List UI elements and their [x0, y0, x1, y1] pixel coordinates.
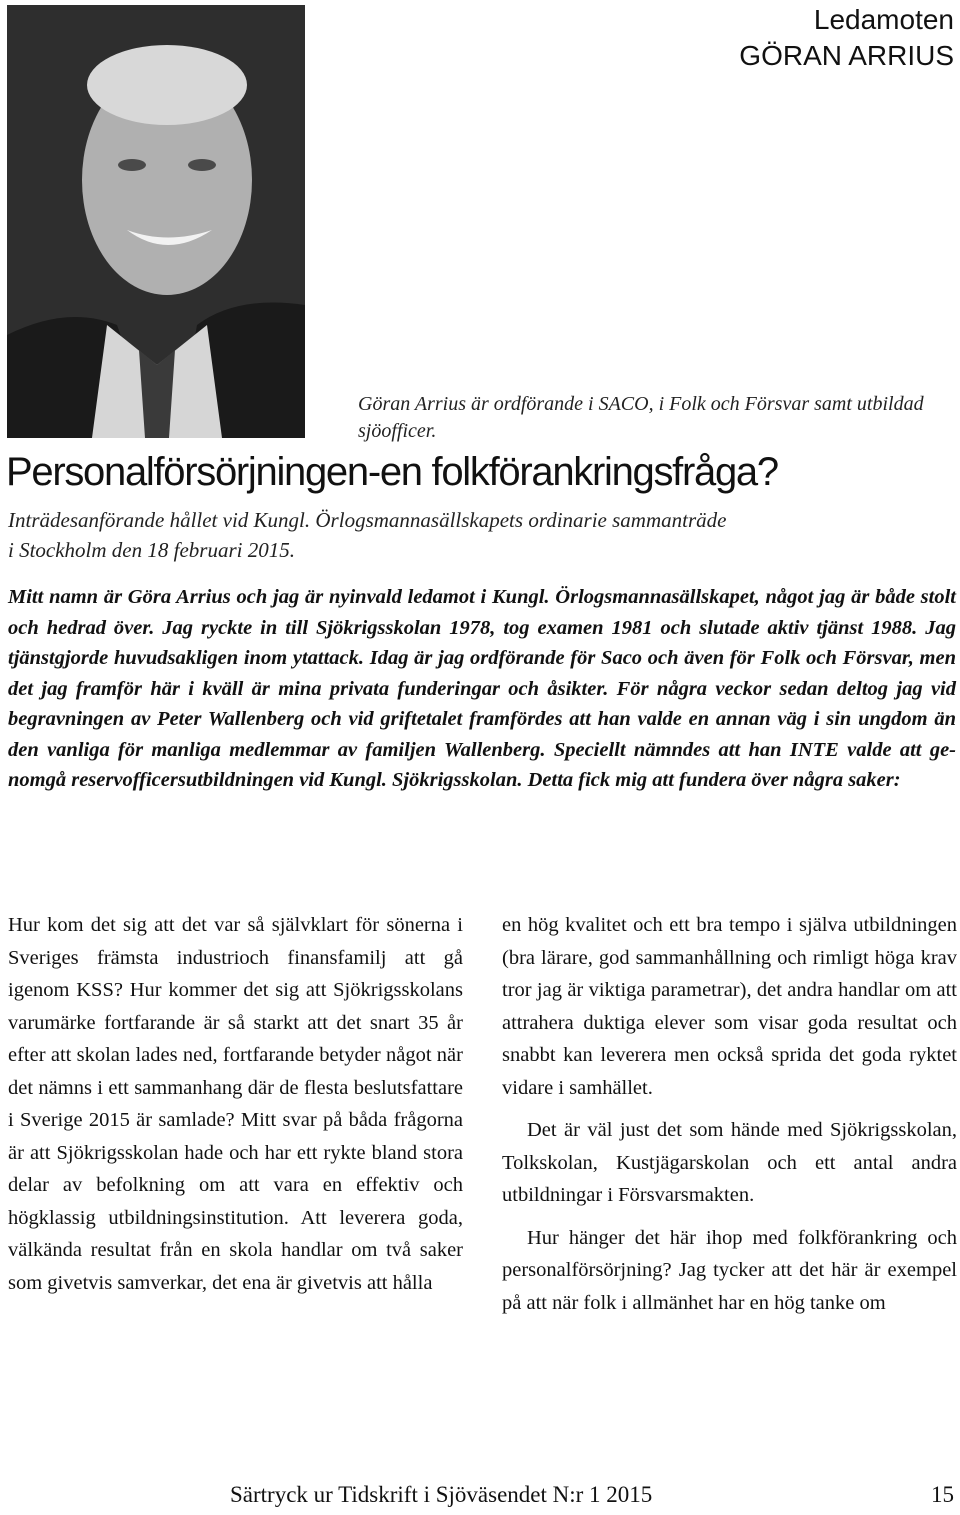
- intro-paragraph: Mitt namn är Göra Arrius och jag är nyinvald ledamot i Kungl. Örlogsmannasällskapet, något jag är både stolt och hedrad över. Jag ryckte in till Sjökrigsskolan 1978, tog examen 1981 och slutade aktiv tjänst 1988. Jag tjänstgjorde huvudsakligen inom ytattack. Idag är jag ordförande för Saco och även för Folk och Försvar, men det jag framför här i kväll är mina privata funderingar och åsikter. För några veckor sedan deltog jag vid begravningen av Peter Wallenberg och vid griftetalet framfördes att han valde en annan väg i sin ungdom än den vanliga för manliga medlemmar av familjen Wallenberg. Speciellt nämndes att han INTE valde att genomgå reservofficersutbildningen vid Kungl. Sjökrigsskolan. Detta fick mig att fundera över några saker:: [8, 586, 956, 791]
- portrait-photo: [7, 5, 305, 438]
- section-heading: [739, 2, 954, 74]
- subheading-line: Inträdesanförande hållet vid Kungl. Örlogsmannasällskapets ordinarie sammanträde: [8, 508, 727, 532]
- body-paragraph: Det är väl just det som hände med Sjökrigsskolan, Tolkskolan, Kustjägarskolan och ett antal andra utbildningar i Försvarsmakten.: [502, 1119, 957, 1206]
- body-paragraph: Hur hänger det här ihop med folkförankring och personalförsörjning? Jag tycker att det här är exempel på att när folk i allmänhet har en hög tanke om: [502, 1226, 957, 1314]
- body-paragraph: en hög kvalitet och ett bra tempo i själva utbildningen (bra lärare, god sammanhållning och rimligt höga krav tror jag är viktiga parametrar), det andra handlar om att attrahera duktiga elever som visar goda resultat och snabbt kan leverera men också sprida det goda ryktet vidare i samhället.: [502, 914, 957, 1099]
- portrait-illustration: [7, 5, 305, 438]
- page-number: 15: [931, 1482, 954, 1507]
- article-headline: Personalförsörjningen-en folkförankringsfråga?: [6, 450, 778, 494]
- member-name: GÖRAN ARRIUS: [739, 40, 954, 71]
- subheading-line: i Stockholm den 18 februari 2015.: [8, 538, 295, 562]
- footer-publication: Särtryck ur Tidskrift i Sjöväsendet N:r 1 2015: [230, 1482, 653, 1507]
- article-subheading: [8, 505, 958, 565]
- photo-caption: Göran Arrius är ordförande i SACO, i Folk och Försvar samt utbildad sjöofficer.: [358, 393, 924, 442]
- section-label: Ledamoten: [813, 4, 954, 35]
- body-column-right: [502, 909, 957, 1319]
- body-paragraph: Hur kom det sig att det var så självklart för sönerna i Sveriges främsta industrioch finansfamilj att gå igenom KSS? Hur kommer det sig att Sjökrigsskolans varumärke fortfarande är så starkt att det snart 35 år efter att skolan lades ned, fortfarande betyder något när det nämns i ett sammanhang där de flesta beslutsfattare i Sverige 2015 är samlade? Mitt svar på båda frågorna är att Sjökrigsskolan hade och har ett rykte bland stora delar av befolkning om att vara en effektiv och högklassig utbildningsinstitution. Att leverera goda, välkända resultat från en skola handlar om två saker som givetvis samverkar, det ena är givetvis att hålla: [8, 914, 463, 1294]
- body-column-left: [8, 909, 463, 1299]
